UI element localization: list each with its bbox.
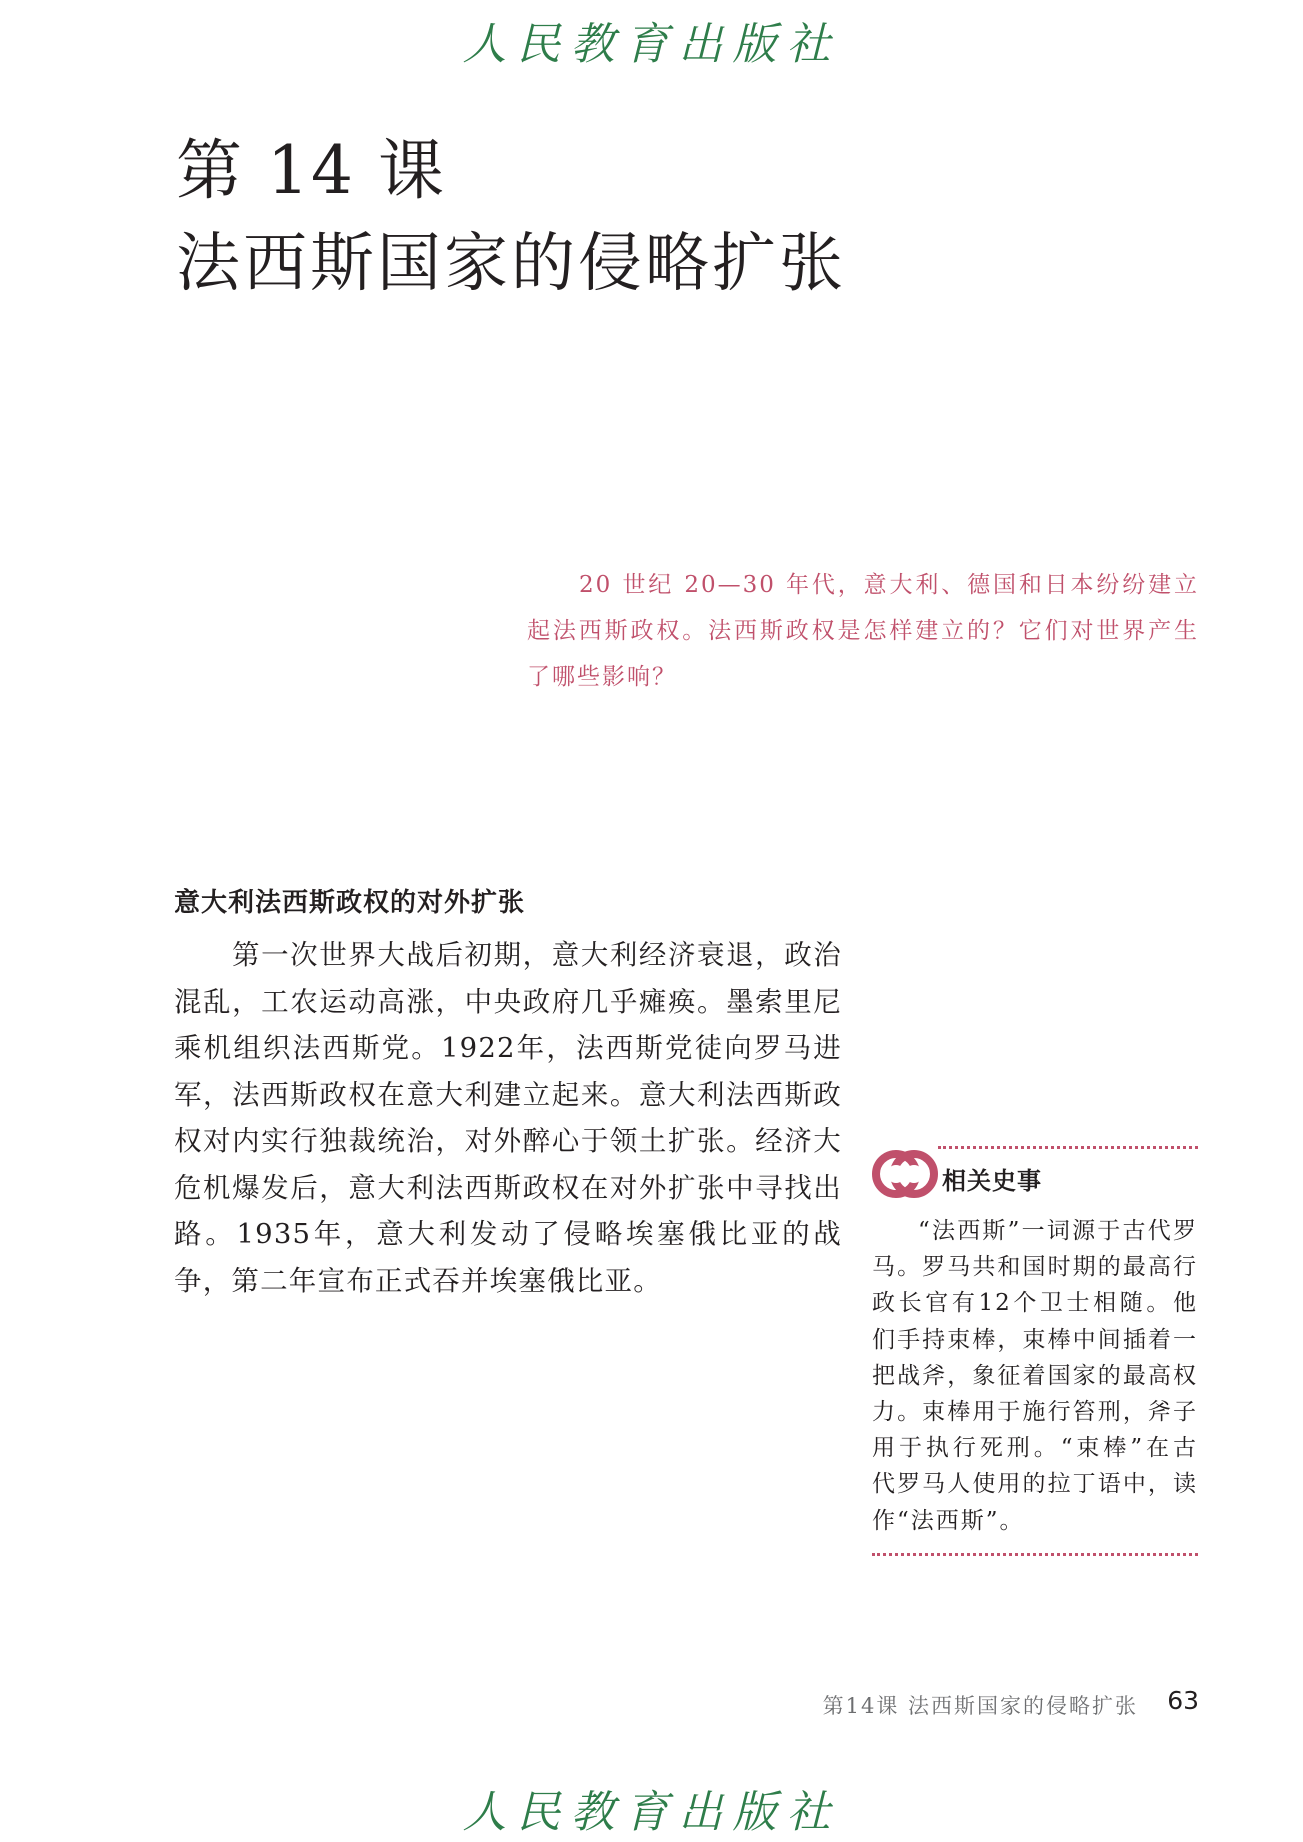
- section-paragraph: 第一次世界大战后初期，意大利经济衰退，政治混乱，工农运动高涨，中央政府几乎瘫痪。墨索里尼乘机组织法西斯党。1922年，法西斯党徒向罗马进军，法西斯政权在意大利建立起来。意大利法西斯政权对内实行独裁统治，对外醉心于领土扩张。经济大危机爆发后，意大利法西斯政权在对外扩张中寻找出路。1935年，意大利发动了侵略埃塞俄比亚的战争，第二年宣布正式吞并埃塞俄比亚。: [174, 939, 842, 1297]
- sidebar-bottom-divider: [872, 1553, 1198, 1556]
- section-heading: 意大利法西斯政权的对外扩张: [174, 888, 526, 918]
- sidebar-title: 相关史事: [942, 1167, 1042, 1195]
- related-history-icon: [872, 1141, 938, 1207]
- footer-lesson-label: 第14课 法西斯国家的侵略扩张: [822, 1694, 1138, 1718]
- related-history-sidebar: [872, 1146, 1198, 1556]
- publisher-footer: 人民教育出版社: [462, 1787, 841, 1838]
- lesson-number: 第 14 课: [176, 132, 446, 209]
- sidebar-text: “法西斯”一词源于古代罗马。罗马共和国时期的最高行政长官有12个卫士相随。他们手持束棒，束棒中间插着一把战斧，象征着国家的最高权力。束棒用于施行笞刑，斧子用于执行死刑。“束棒”在古代罗马人使用的拉丁语中，读作“法西斯”。: [872, 1218, 1198, 1534]
- page-number: 63: [1167, 1686, 1199, 1715]
- lesson-intro: 20 世纪 20—30 年代，意大利、德国和日本纷纷建立起法西斯政权。法西斯政权是怎样建立的？它们对世界产生了哪些影响？: [527, 572, 1199, 690]
- sidebar-header: [872, 1149, 1198, 1205]
- publisher-header: 人民教育出版社: [462, 19, 841, 70]
- lesson-title: 法西斯国家的侵略扩张: [176, 227, 846, 301]
